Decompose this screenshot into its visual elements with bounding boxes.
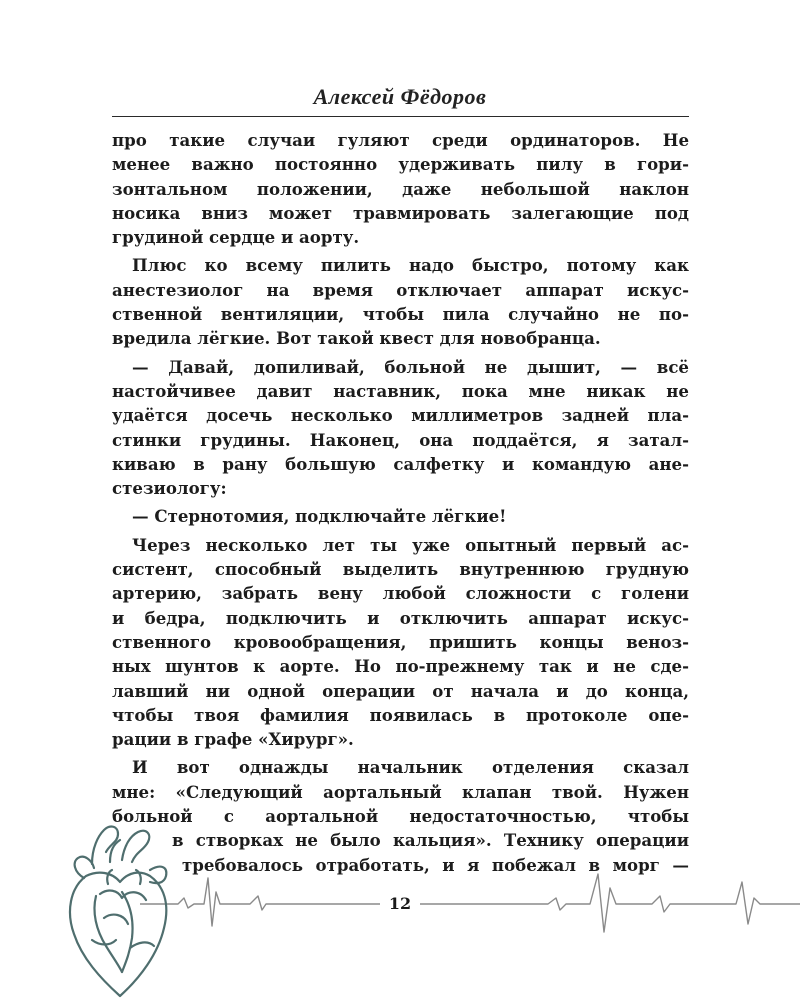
text-line: мне: «Следующий аортальный клапан твой. Нужен xyxy=(112,781,689,802)
text-line: ных шунтов к аорте. Но по-прежнему так и не сде- xyxy=(112,656,689,677)
paragraph-2 xyxy=(112,253,689,350)
anatomical-heart-icon xyxy=(70,827,166,996)
ecg-line-right xyxy=(420,874,800,932)
ecg-line-left xyxy=(140,878,380,926)
text-line: систент, способный выделить внутреннюю грудную xyxy=(112,559,689,580)
text-line: ственного кровообращения, пришить концы веноз- xyxy=(112,631,689,652)
paragraph-4 xyxy=(112,504,689,528)
header-rule xyxy=(112,116,689,117)
paragraph-5 xyxy=(112,533,689,752)
text-line: чтобы твоя фамилия появилась в протоколе опе- xyxy=(112,704,689,725)
text-line: требовалось отработать, и я побежал в морг — xyxy=(182,854,689,875)
text-line: киваю в рану большую салфетку и командую ане- xyxy=(112,453,689,474)
text-line: И вот однажды начальник отделения сказал xyxy=(132,757,689,778)
text-line: рации в графе «Хирург». xyxy=(112,729,354,750)
running-header xyxy=(0,78,800,118)
text-line: грудиной сердце и аорту. xyxy=(112,227,360,248)
text-line: больной с аортальной недостаточностью, чтобы xyxy=(112,806,689,827)
text-line: артерию, забрать вену любой сложности с голени xyxy=(112,583,689,604)
text-line: носика вниз может травмировать залегающие под xyxy=(112,202,689,223)
body-text xyxy=(112,128,689,881)
text-line: вредила лёгкие. Вот такой квест для новобранца. xyxy=(112,328,601,349)
text-line: стинки грудины. Наконец, она поддаётся, я затал- xyxy=(112,429,689,450)
text-line: удаётся досечь несколько миллиметров задней пла- xyxy=(112,405,689,426)
text-line: и бедра, подключить и отключить аппарат искус- xyxy=(112,607,689,628)
text-line: — Стернотомия, подключайте лёгкие! xyxy=(132,506,507,527)
page-number: 12 xyxy=(380,894,420,913)
text-line: ственной вентиляции, чтобы пила случайно не по- xyxy=(112,304,689,325)
text-line: — Давай, допиливай, больной не дышит, — всё xyxy=(132,356,689,377)
text-line: настойчивее давит наставник, пока мне никак не xyxy=(112,380,689,401)
text-line: анестезиолог на время отключает аппарат искус- xyxy=(112,279,689,300)
paragraph-3 xyxy=(112,355,689,501)
text-line: Плюс ко всему пилить надо быстро, потому как xyxy=(132,255,689,276)
text-line: стезиологу: xyxy=(112,478,227,499)
text-line: про такие случаи гуляют среди ординаторов. Не xyxy=(112,130,689,150)
text-line: лавший ни одной операции от начала и до конца, xyxy=(112,680,689,701)
text-line: зонтальном положении, даже небольшой наклон xyxy=(112,178,689,199)
text-line: в створках не было кальция». Технику операции xyxy=(172,830,689,851)
paragraph-1 xyxy=(112,128,689,249)
text-line: Через несколько лет ты уже опытный первый ас- xyxy=(132,534,689,555)
author-name: Алексей Фёдоров xyxy=(313,84,487,109)
text-line: менее важно постоянно удерживать пилу в гори- xyxy=(112,154,689,175)
